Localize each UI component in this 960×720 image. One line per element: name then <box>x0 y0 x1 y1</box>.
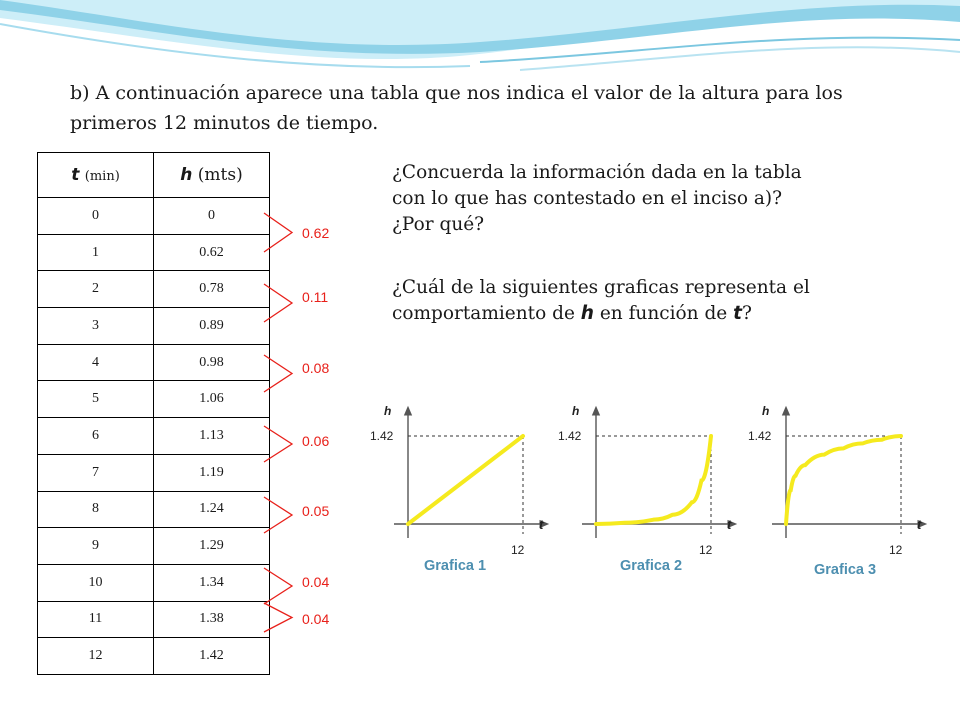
cell-height: 1.34 <box>154 564 270 601</box>
x-axis-label: t <box>917 517 922 532</box>
header-wave-decoration <box>0 0 960 80</box>
table-row <box>38 528 270 565</box>
cell-height: 0.98 <box>154 344 270 381</box>
graph-1 <box>368 398 548 557</box>
var-h: h <box>180 165 193 185</box>
var-t: t <box>71 165 80 185</box>
intro-text: b) A continuación aparece una tabla que nos indica el valor de la altura para los primeros 12 minutos de tiempo. <box>70 82 843 134</box>
x-axis-label: t <box>539 517 544 532</box>
question-1-line-2: con lo que has contestado en el inciso a)? <box>392 188 783 209</box>
y-axis-label: h <box>384 404 392 418</box>
graph-1-title: Grafica 1 <box>424 558 487 574</box>
question-1-line-3: ¿Por qué? <box>392 214 485 235</box>
cell-height: 1.29 <box>154 528 270 565</box>
q2-text-a: comportamiento de <box>392 303 581 324</box>
table-row <box>38 564 270 601</box>
cell-height: 1.24 <box>154 491 270 528</box>
header-time <box>38 153 154 198</box>
table-row <box>38 601 270 638</box>
y-axis-label: h <box>762 404 770 418</box>
cell-time: 6 <box>38 418 154 455</box>
table-row <box>38 454 270 491</box>
cell-time: 1 <box>38 234 154 271</box>
table-row <box>38 638 270 675</box>
curve-line <box>786 436 901 524</box>
cell-height: 0 <box>154 198 270 235</box>
question-1-line-1: ¿Concuerda la información dada en la tabla <box>392 162 802 183</box>
height-table <box>37 152 270 675</box>
cell-time: 4 <box>38 344 154 381</box>
difference-value: 0.05 <box>302 503 330 519</box>
question-2 <box>392 275 862 327</box>
cell-time: 11 <box>38 601 154 638</box>
cell-height: 0.78 <box>154 271 270 308</box>
graph-3 <box>746 398 926 557</box>
table-row <box>38 491 270 528</box>
y-axis-label: h <box>572 404 580 418</box>
unit-min: (min) <box>84 169 120 184</box>
question-2-line-2 <box>392 301 862 327</box>
table-row <box>38 234 270 271</box>
cell-time: 2 <box>38 271 154 308</box>
q2-text-b: en función de <box>593 303 734 324</box>
y-tick-label: 1.42 <box>748 429 772 443</box>
x-tick-label: 12 <box>699 543 713 557</box>
q2-var-h: h <box>580 303 594 324</box>
difference-value: 0.62 <box>302 225 330 241</box>
cell-height: 0.89 <box>154 308 270 345</box>
cell-height: 1.38 <box>154 601 270 638</box>
table-row <box>38 381 270 418</box>
x-tick-label: 12 <box>889 543 903 557</box>
q2-text-c: ? <box>741 303 752 324</box>
table-row <box>38 308 270 345</box>
cell-time: 8 <box>38 491 154 528</box>
difference-value: 0.08 <box>302 360 330 376</box>
curve-line <box>596 436 711 524</box>
graph-2 <box>556 398 736 557</box>
graph-3-title: Grafica 3 <box>814 562 877 578</box>
cell-height: 1.42 <box>154 638 270 675</box>
cell-time: 3 <box>38 308 154 345</box>
question-1 <box>392 160 862 238</box>
question-2-line-1: ¿Cuál de la siguientes graficas representa el <box>392 277 810 298</box>
difference-value: 0.04 <box>302 574 330 590</box>
cell-height: 1.13 <box>154 418 270 455</box>
table-row <box>38 418 270 455</box>
x-tick-label: 12 <box>511 543 525 557</box>
cell-height: 0.62 <box>154 234 270 271</box>
table-header-row <box>38 153 270 198</box>
cell-time: 9 <box>38 528 154 565</box>
table-row <box>38 271 270 308</box>
difference-value: 0.04 <box>302 611 330 627</box>
header-height <box>154 153 270 198</box>
cell-time: 7 <box>38 454 154 491</box>
cell-time: 5 <box>38 381 154 418</box>
q2-var-t: t <box>733 303 742 324</box>
table-row <box>38 198 270 235</box>
cell-time: 0 <box>38 198 154 235</box>
unit-mts: (mts) <box>197 165 243 185</box>
y-tick-label: 1.42 <box>558 429 582 443</box>
difference-value: 0.11 <box>302 289 329 305</box>
curve-line <box>408 436 523 524</box>
cell-time: 10 <box>38 564 154 601</box>
graph-2-title: Grafica 2 <box>620 558 683 574</box>
table-row <box>38 344 270 381</box>
cell-height: 1.06 <box>154 381 270 418</box>
x-axis-label: t <box>727 517 732 532</box>
cell-time: 12 <box>38 638 154 675</box>
difference-value: 0.06 <box>302 433 330 449</box>
y-tick-label: 1.42 <box>370 429 394 443</box>
cell-height: 1.19 <box>154 454 270 491</box>
